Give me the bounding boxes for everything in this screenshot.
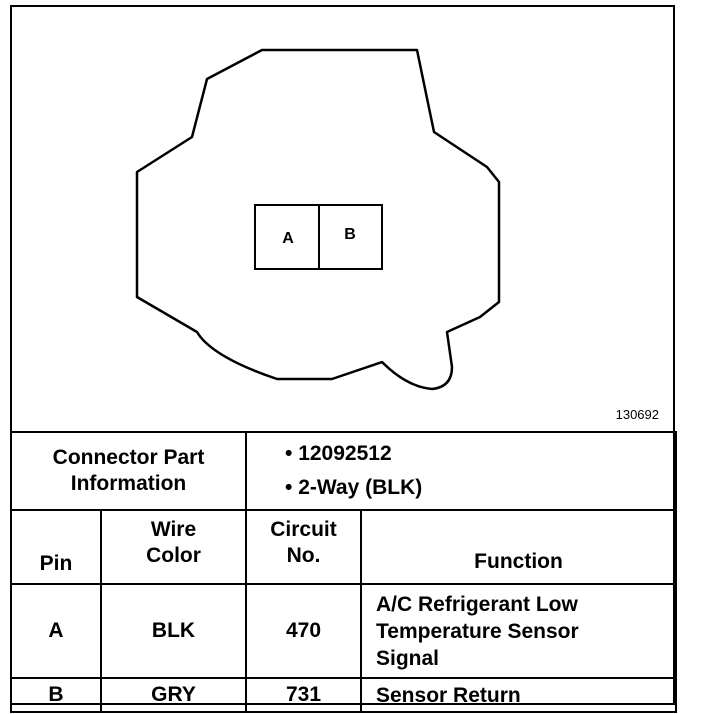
connector-sheet xyxy=(10,5,675,705)
table-header-row xyxy=(11,510,676,584)
part-number: • 12092512 xyxy=(285,442,392,465)
header-pin: Pin xyxy=(11,510,101,584)
row-a-function: A/C Refrigerant Low Temperature Sensor Signal xyxy=(361,584,676,678)
row-b-circuit: 731 xyxy=(246,678,361,712)
part-info-values xyxy=(246,432,676,510)
part-info-label-line2: Information xyxy=(70,472,187,495)
figure-number: 130692 xyxy=(615,407,659,422)
header-wire-color: Wire Color xyxy=(101,510,246,584)
table-row xyxy=(11,584,676,678)
row-b-function: Sensor Return xyxy=(361,678,676,712)
connector-diagram xyxy=(12,7,673,431)
part-info-label-line1: Connector Part xyxy=(52,446,205,469)
part-info-row xyxy=(11,432,676,510)
pin-label-b: B xyxy=(344,226,356,243)
part-info-label xyxy=(11,432,246,510)
header-function: Function xyxy=(361,510,676,584)
row-b-pin: B xyxy=(11,678,101,712)
part-type: • 2-Way (BLK) xyxy=(285,476,423,499)
header-circuit-no: Circuit No. xyxy=(246,510,361,584)
connector-info-table xyxy=(10,431,677,713)
table-row xyxy=(11,678,676,712)
row-a-circuit: 470 xyxy=(246,584,361,678)
row-b-wire-color: GRY xyxy=(101,678,246,712)
row-a-wire-color: BLK xyxy=(101,584,246,678)
row-a-pin: A xyxy=(11,584,101,678)
pin-label-a: A xyxy=(282,230,294,247)
